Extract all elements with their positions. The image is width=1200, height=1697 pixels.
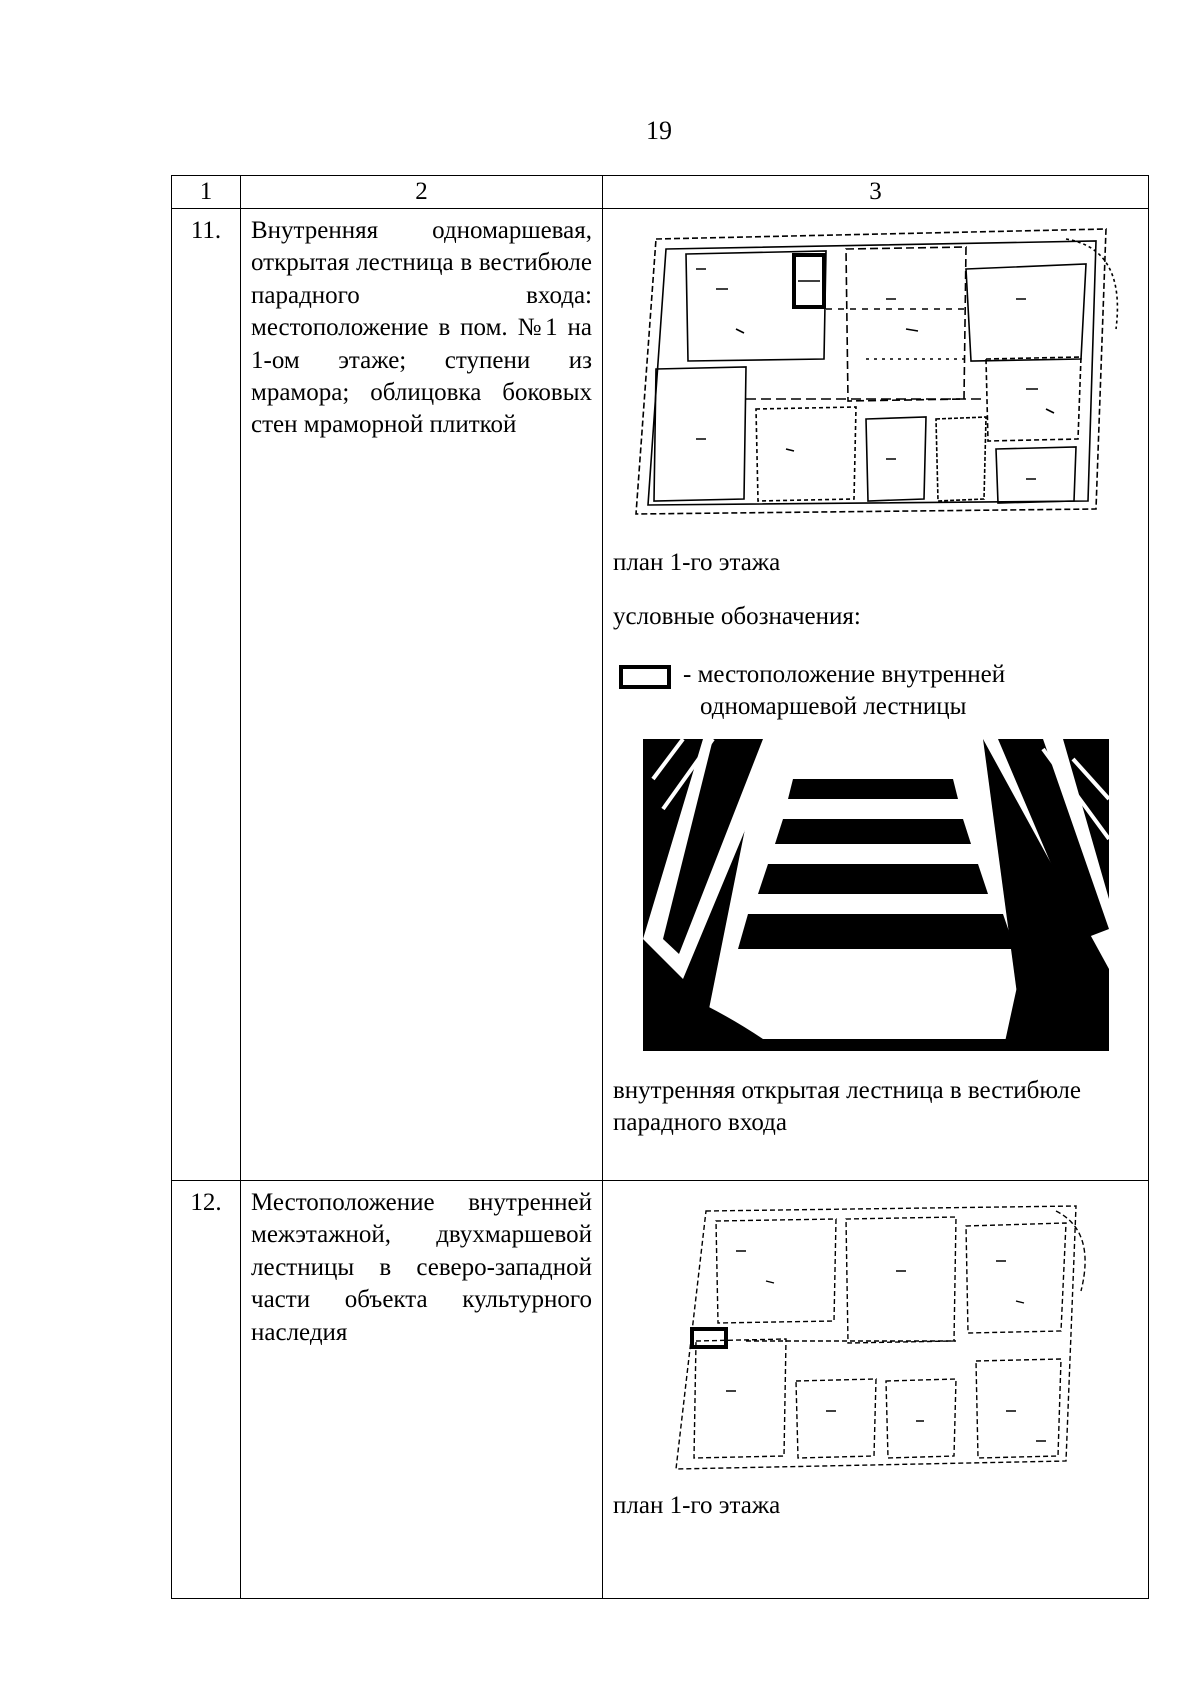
table-row	[172, 209, 1149, 1181]
row-illustrations	[603, 209, 1149, 1181]
floor-plan-drawing	[656, 1191, 1096, 1476]
monument-elements-table	[171, 175, 1149, 1599]
row-number: 12.	[172, 1181, 241, 1599]
legend-line-2: одномаршевой лестницы	[700, 693, 967, 720]
floor-plan-drawing	[626, 209, 1126, 529]
page-number: 19	[646, 116, 672, 145]
photo-caption-line-1: внутренняя открытая лестница в вестибюле	[613, 1077, 1082, 1104]
row-illustrations	[603, 1181, 1149, 1599]
photo-caption-line-2: парадного входа	[613, 1109, 787, 1136]
row-description: Местоположение внутренней межэтажной, двухмаршевой лестницы в северо-западной части объекта культурного наследия	[241, 1181, 603, 1599]
legend-line-1: - местоположение внутренней	[683, 661, 1006, 688]
rectangle-outline-icon	[619, 665, 671, 689]
legend	[613, 659, 1138, 723]
staircase-photo	[643, 739, 1109, 1051]
header-col-3: 3	[603, 176, 1149, 209]
table-row	[172, 1181, 1149, 1599]
header-col-2: 2	[241, 176, 603, 209]
row-number: 11.	[172, 209, 241, 1181]
plan-caption: план 1-го этажа	[613, 1492, 781, 1519]
legend-text	[683, 659, 1005, 723]
legend-title: условные обозначения:	[613, 603, 861, 630]
table-header-row	[172, 176, 1149, 209]
header-col-1: 1	[172, 176, 241, 209]
row-description: Внутренняя одномаршевая, открытая лестница в вестибюле парадного входа: местоположение в пом. №1 на 1-ом этаже; ступени из мрамора; облицовка боковых стен мраморной плиткой	[241, 209, 603, 1181]
plan-caption: план 1-го этажа	[613, 549, 781, 576]
